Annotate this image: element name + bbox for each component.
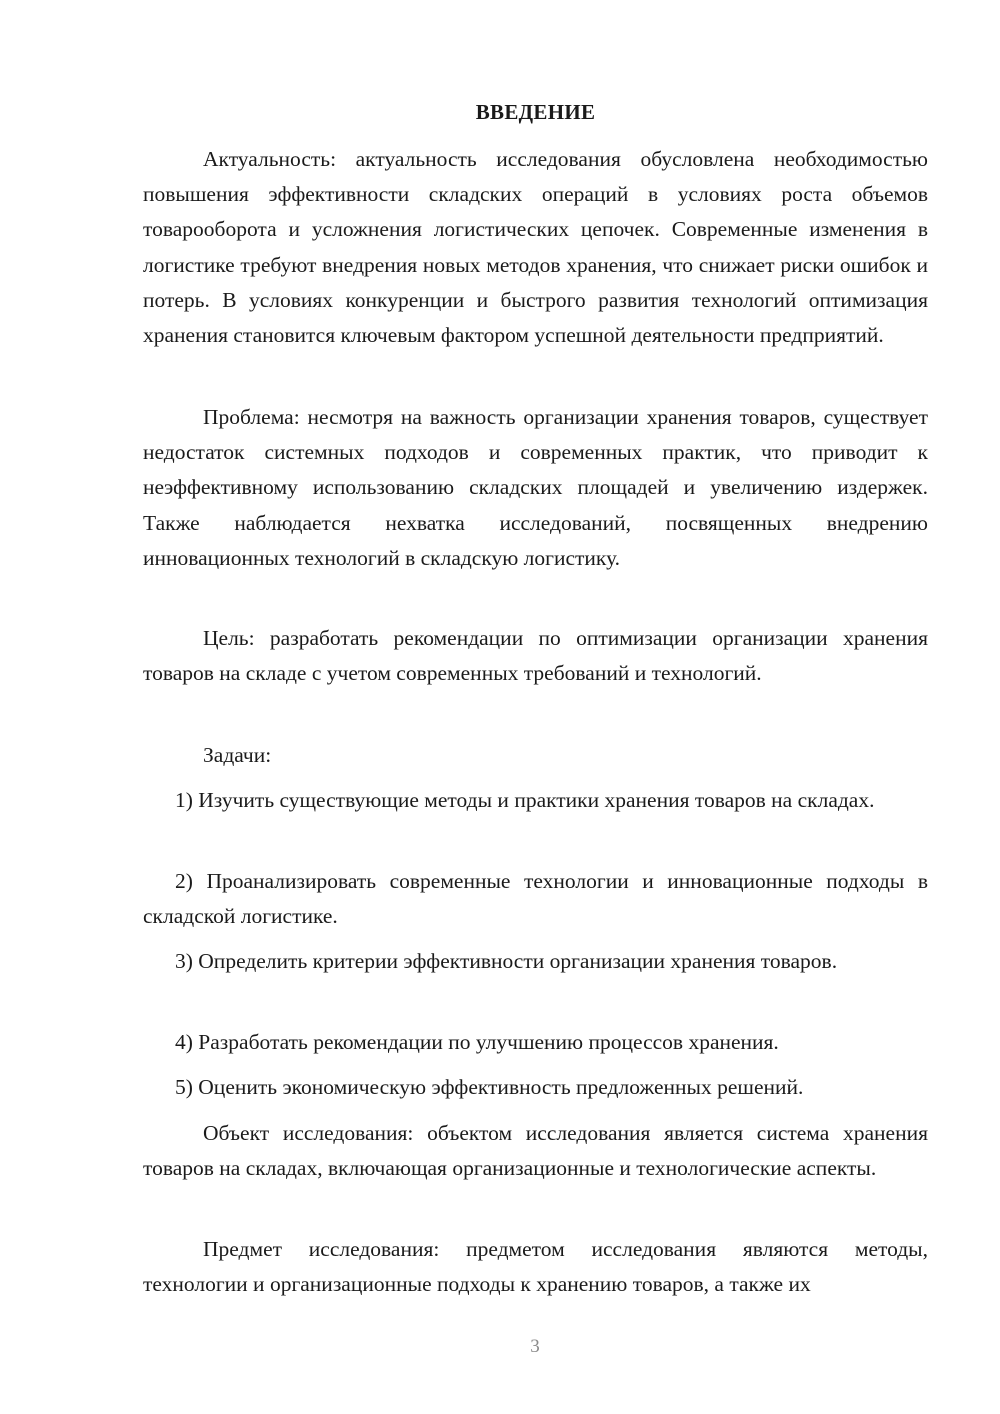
paragraph-problem: Проблема: несмотря на важность организации хранения товаров, существует недостаток системных подходов и современных практик, что приводит к неэффективному использованию складских площадей и увеличению издержек. Также наблюдается нехватка исследований, посвященных внедрению инновационных технологий в складскую логистику. [143,405,928,570]
paragraph-subject: Предмет исследования: предметом исследования являются методы, технологии и организационные подходы к хранению товаров, а также их [143,1237,928,1297]
task-item-1: 1) Изучить существующие методы и практики хранения товаров на складах. [175,788,875,812]
task-item-5: 5) Оценить экономическую эффективность предложенных решений. [175,1075,804,1099]
section-title: ВВЕДЕНИЕ [475,100,596,124]
task-item-2: 2) Проанализировать современные технологии и инновационные подходы в складской логистике. [143,869,928,929]
task-item-3: 3) Определить критерии эффективности организации хранения товаров. [175,949,838,973]
tasks-heading: Задачи: [203,743,272,767]
page-number: 3 [530,1336,540,1357]
task-item-4: 4) Разработать рекомендации по улучшению процессов хранения. [175,1030,779,1054]
paragraph-object: Объект исследования: объектом исследования является система хранения товаров на складах, включающая организационные и технологические аспекты. [143,1121,928,1181]
paragraph-goal: Цель: разработать рекомендации по оптимизации организации хранения товаров на складе с учетом современных требований и технологий. [143,626,928,686]
paragraph-relevance: Актуальность: актуальность исследования обусловлена необходимостью повышения эффективности складских операций в условиях роста объемов товарооборота и усложнения логистических цепочек. Современные изменения в логистике требуют внедрения новых методов хранения, что снижает риски ошибок и потерь. В условиях конкуренции и быстрого развития технологий оптимизация хранения становится ключевым фактором успешной деятельности предприятий. [143,147,928,348]
